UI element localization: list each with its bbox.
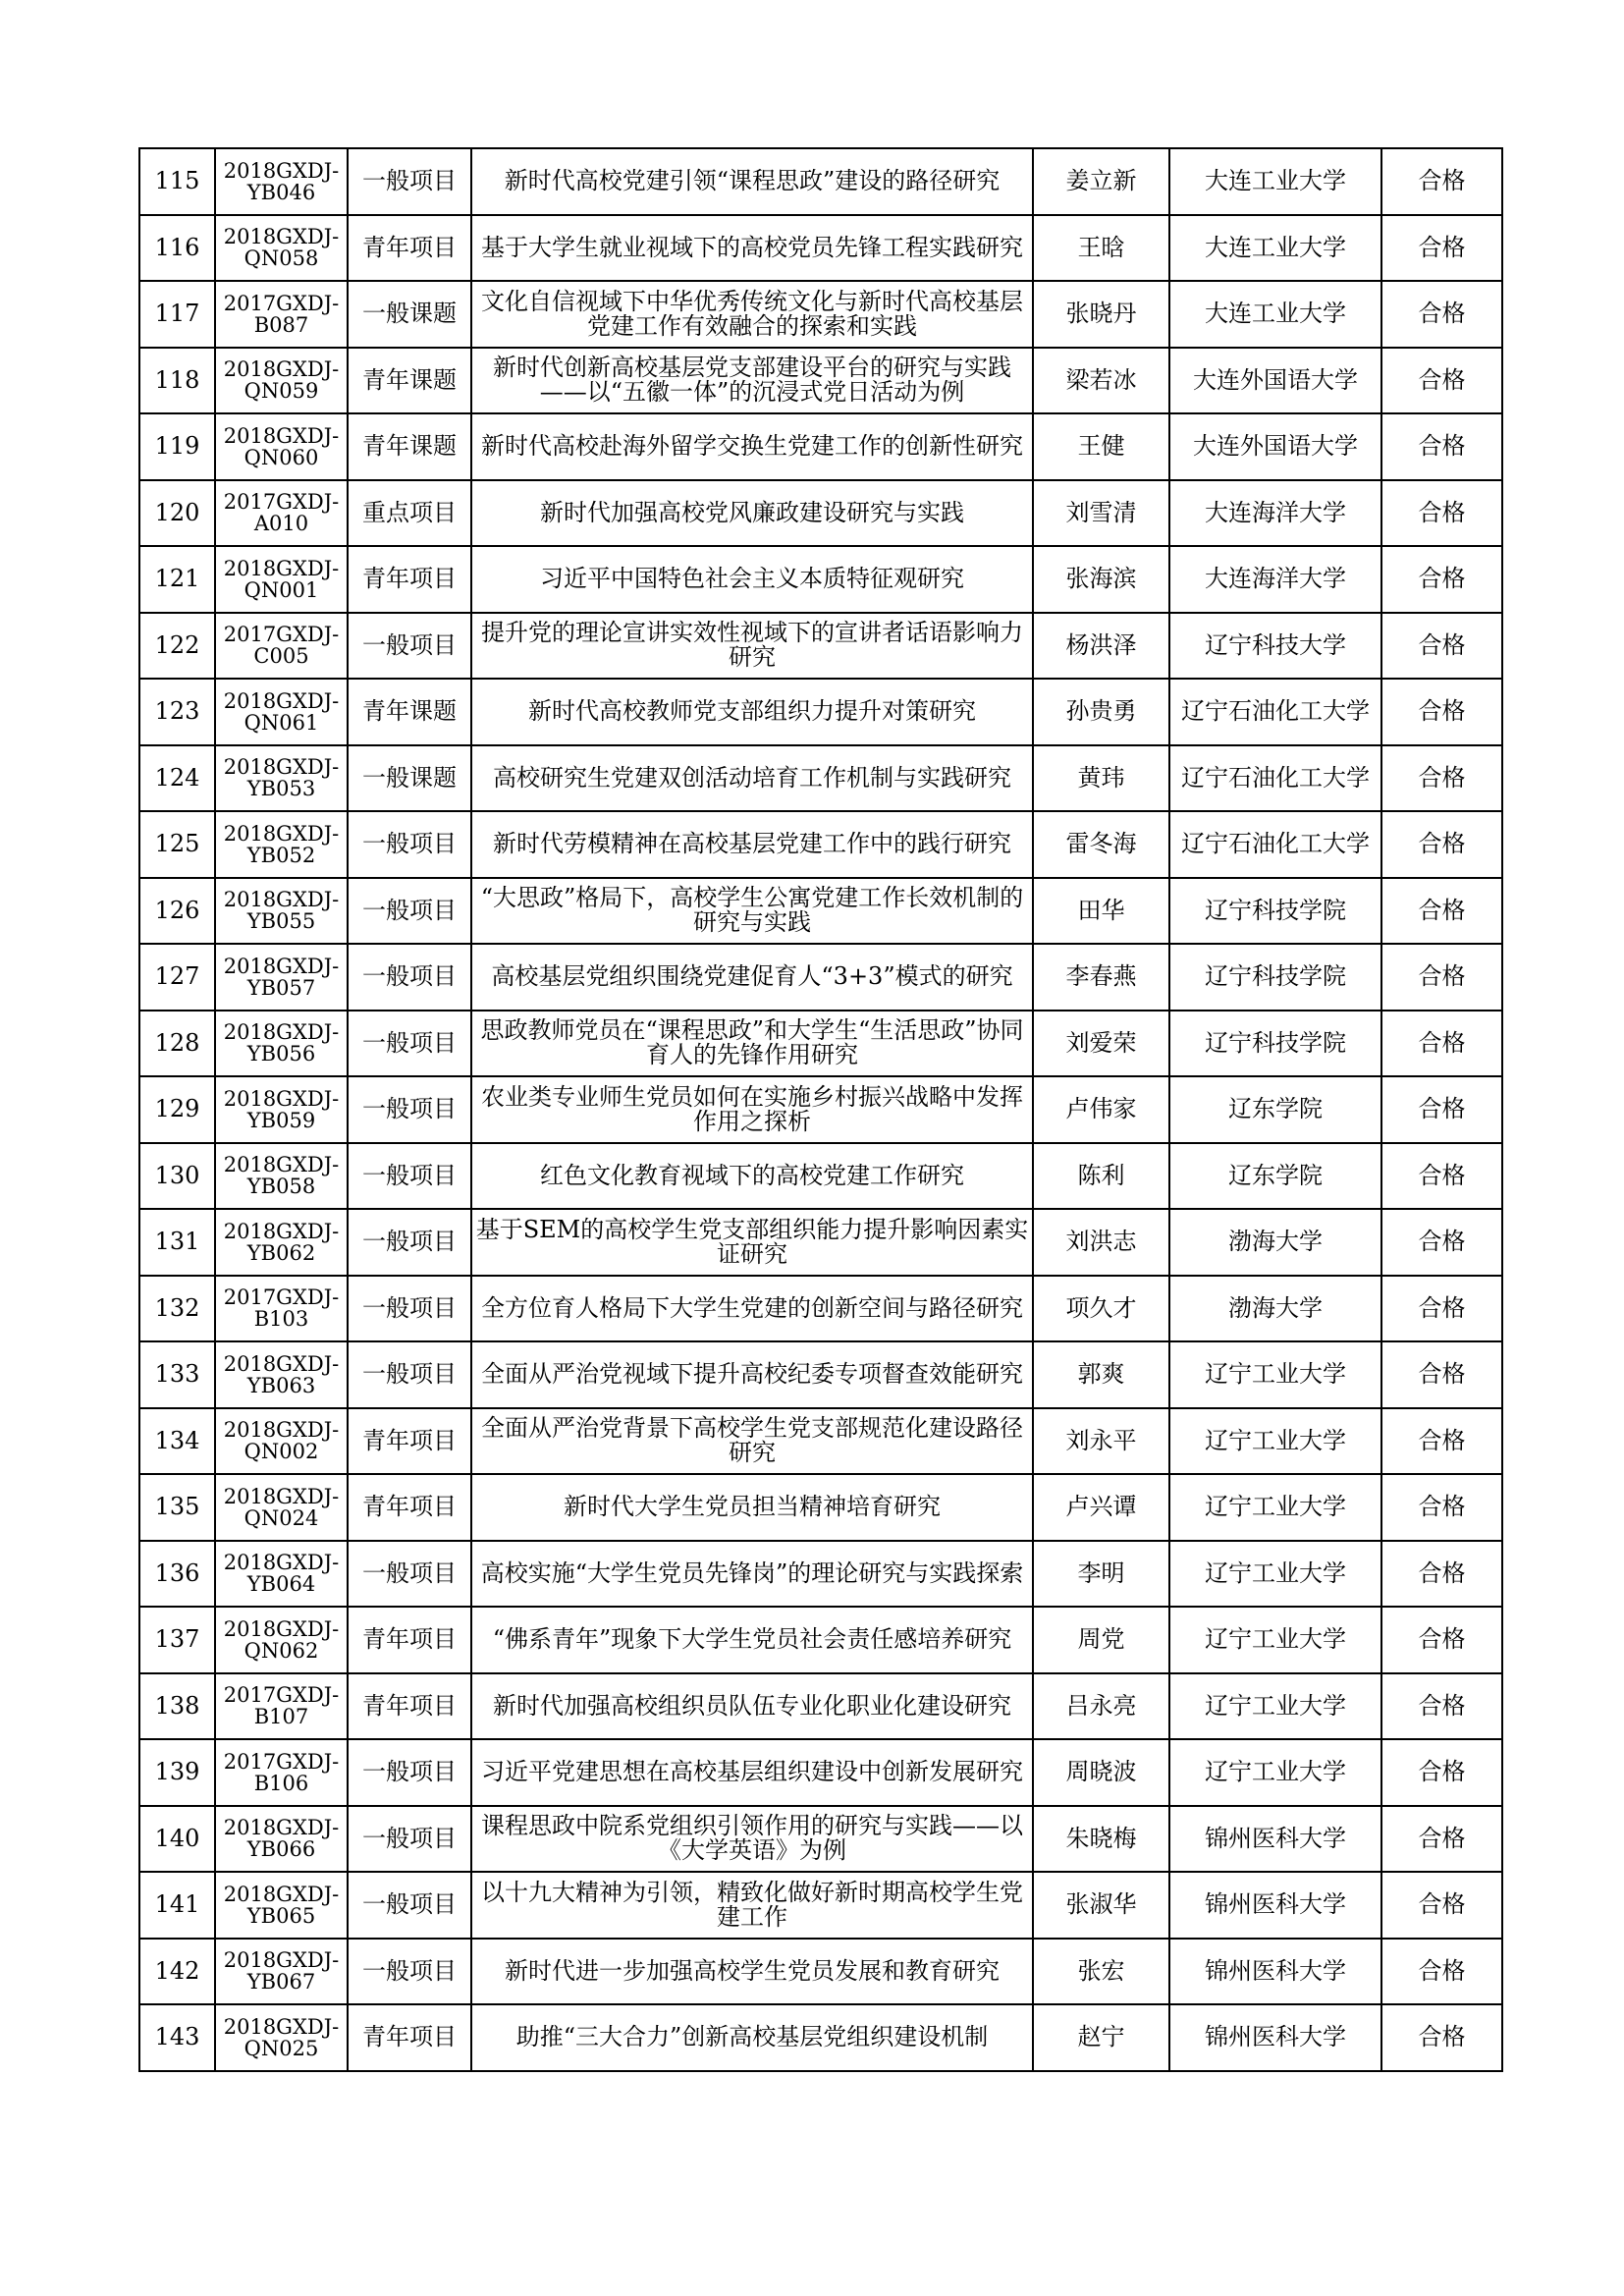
principal-investigator-cell: 刘洪志 [1033, 1209, 1169, 1276]
evaluation-result-cell: 合格 [1381, 1341, 1502, 1408]
evaluation-result-cell: 合格 [1381, 613, 1502, 680]
row-number-cell: 124 [139, 745, 215, 812]
project-code-cell: 2018GXDJ-YB046 [215, 148, 348, 215]
project-code-cell: 2017GXDJ-B103 [215, 1276, 348, 1342]
row-number-cell: 140 [139, 1806, 215, 1873]
project-title-cell: 新时代大学生党员担当精神培育研究 [471, 1474, 1033, 1541]
principal-investigator-cell: 孙贵勇 [1033, 679, 1169, 745]
table-row [139, 1143, 1502, 1210]
institution-cell: 辽宁石油化工大学 [1169, 679, 1381, 745]
evaluation-result-cell: 合格 [1381, 1739, 1502, 1806]
project-code-cell: 2018GXDJ-YB056 [215, 1011, 348, 1077]
project-type-cell: 一般项目 [348, 1076, 471, 1143]
project-title-cell: 全方位育人格局下大学生党建的创新空间与路径研究 [471, 1276, 1033, 1342]
row-number-cell: 121 [139, 546, 215, 613]
project-code-cell: 2018GXDJ-YB059 [215, 1076, 348, 1143]
project-code-cell: 2018GXDJ-QN001 [215, 546, 348, 613]
table-row [139, 148, 1502, 215]
table-row [139, 1739, 1502, 1806]
project-code-cell: 2017GXDJ-A010 [215, 480, 348, 547]
institution-cell: 大连外国语大学 [1169, 348, 1381, 414]
row-number-cell: 143 [139, 2004, 215, 2071]
principal-investigator-cell: 张晓丹 [1033, 281, 1169, 348]
institution-cell: 大连工业大学 [1169, 281, 1381, 348]
project-type-cell: 青年项目 [348, 1607, 471, 1673]
project-type-cell: 一般项目 [348, 1806, 471, 1873]
table-row [139, 679, 1502, 745]
row-number-cell: 129 [139, 1076, 215, 1143]
project-type-cell: 一般项目 [348, 1276, 471, 1342]
project-type-cell: 一般课题 [348, 281, 471, 348]
project-code-cell: 2018GXDJ-QN062 [215, 1607, 348, 1673]
project-type-cell: 一般项目 [348, 1143, 471, 1210]
institution-cell: 辽宁科技大学 [1169, 613, 1381, 680]
institution-cell: 辽宁石油化工大学 [1169, 811, 1381, 878]
evaluation-result-cell: 合格 [1381, 348, 1502, 414]
project-title-cell: 助推“三大合力”创新高校基层党组织建设机制 [471, 2004, 1033, 2071]
project-type-cell: 青年项目 [348, 546, 471, 613]
principal-investigator-cell: 郭爽 [1033, 1341, 1169, 1408]
institution-cell: 辽宁工业大学 [1169, 1541, 1381, 1608]
evaluation-result-cell: 合格 [1381, 944, 1502, 1011]
institution-cell: 大连工业大学 [1169, 215, 1381, 282]
evaluation-result-cell: 合格 [1381, 745, 1502, 812]
institution-cell: 大连外国语大学 [1169, 413, 1381, 480]
project-code-cell: 2018GXDJ-QN002 [215, 1408, 348, 1475]
principal-investigator-cell: 赵宁 [1033, 2004, 1169, 2071]
project-type-cell: 一般项目 [348, 148, 471, 215]
table-row [139, 1209, 1502, 1276]
institution-cell: 辽宁石油化工大学 [1169, 745, 1381, 812]
principal-investigator-cell: 周党 [1033, 1607, 1169, 1673]
project-title-cell: 以十九大精神为引领，精致化做好新时期高校学生党建工作 [471, 1872, 1033, 1939]
project-title-cell: 提升党的理论宣讲实效性视域下的宣讲者话语影响力研究 [471, 613, 1033, 680]
row-number-cell: 131 [139, 1209, 215, 1276]
row-number-cell: 133 [139, 1341, 215, 1408]
project-type-cell: 一般项目 [348, 613, 471, 680]
table-body [139, 148, 1502, 2071]
row-number-cell: 118 [139, 348, 215, 414]
row-number-cell: 142 [139, 1939, 215, 2005]
evaluation-result-cell: 合格 [1381, 1806, 1502, 1873]
project-title-cell: 文化自信视域下中华优秀传统文化与新时代高校基层党建工作有效融合的探索和实践 [471, 281, 1033, 348]
project-title-cell: 新时代高校党建引领“课程思政”建设的路径研究 [471, 148, 1033, 215]
row-number-cell: 128 [139, 1011, 215, 1077]
row-number-cell: 119 [139, 413, 215, 480]
row-number-cell: 116 [139, 215, 215, 282]
table-row [139, 2004, 1502, 2071]
institution-cell: 锦州医科大学 [1169, 1872, 1381, 1939]
project-title-cell: 新时代进一步加强高校学生党员发展和教育研究 [471, 1939, 1033, 2005]
institution-cell: 辽宁科技学院 [1169, 1011, 1381, 1077]
table-row [139, 811, 1502, 878]
project-type-cell: 重点项目 [348, 480, 471, 547]
project-title-cell: “大思政”格局下，高校学生公寓党建工作长效机制的研究与实践 [471, 878, 1033, 945]
row-number-cell: 122 [139, 613, 215, 680]
project-title-cell: 习近平党建思想在高校基层组织建设中创新发展研究 [471, 1739, 1033, 1806]
principal-investigator-cell: 刘爱荣 [1033, 1011, 1169, 1077]
principal-investigator-cell: 项久才 [1033, 1276, 1169, 1342]
project-code-cell: 2018GXDJ-YB057 [215, 944, 348, 1011]
row-number-cell: 126 [139, 878, 215, 945]
row-number-cell: 127 [139, 944, 215, 1011]
table-row [139, 1474, 1502, 1541]
evaluation-result-cell: 合格 [1381, 1607, 1502, 1673]
project-type-cell: 一般项目 [348, 1541, 471, 1608]
project-title-cell: 高校实施“大学生党员先锋岗”的理论研究与实践探索 [471, 1541, 1033, 1608]
principal-investigator-cell: 卢兴谭 [1033, 1474, 1169, 1541]
project-results-table [138, 147, 1503, 2072]
institution-cell: 锦州医科大学 [1169, 1806, 1381, 1873]
project-code-cell: 2018GXDJ-QN058 [215, 215, 348, 282]
evaluation-result-cell: 合格 [1381, 1673, 1502, 1740]
table-row [139, 1541, 1502, 1608]
row-number-cell: 138 [139, 1673, 215, 1740]
row-number-cell: 117 [139, 281, 215, 348]
row-number-cell: 120 [139, 480, 215, 547]
principal-investigator-cell: 李明 [1033, 1541, 1169, 1608]
table-row [139, 1939, 1502, 2005]
evaluation-result-cell: 合格 [1381, 281, 1502, 348]
project-title-cell: 新时代创新高校基层党支部建设平台的研究与实践——以“五徽一体”的沉浸式党日活动为例 [471, 348, 1033, 414]
project-code-cell: 2018GXDJ-YB062 [215, 1209, 348, 1276]
row-number-cell: 132 [139, 1276, 215, 1342]
project-code-cell: 2018GXDJ-YB066 [215, 1806, 348, 1873]
project-title-cell: 农业类专业师生党员如何在实施乡村振兴战略中发挥作用之探析 [471, 1076, 1033, 1143]
project-type-cell: 一般项目 [348, 811, 471, 878]
institution-cell: 锦州医科大学 [1169, 2004, 1381, 2071]
project-type-cell: 青年项目 [348, 1408, 471, 1475]
principal-investigator-cell: 黄玮 [1033, 745, 1169, 812]
evaluation-result-cell: 合格 [1381, 1076, 1502, 1143]
table-row [139, 1806, 1502, 1873]
table-row [139, 1872, 1502, 1939]
institution-cell: 辽宁工业大学 [1169, 1474, 1381, 1541]
principal-investigator-cell: 王健 [1033, 413, 1169, 480]
project-code-cell: 2018GXDJ-QN059 [215, 348, 348, 414]
project-type-cell: 一般项目 [348, 1739, 471, 1806]
evaluation-result-cell: 合格 [1381, 215, 1502, 282]
project-type-cell: 一般课题 [348, 745, 471, 812]
project-type-cell: 青年项目 [348, 2004, 471, 2071]
principal-investigator-cell: 李春燕 [1033, 944, 1169, 1011]
institution-cell: 辽东学院 [1169, 1076, 1381, 1143]
project-title-cell: 基于SEM的高校学生党支部组织能力提升影响因素实证研究 [471, 1209, 1033, 1276]
principal-investigator-cell: 周晓波 [1033, 1739, 1169, 1806]
project-type-cell: 青年课题 [348, 348, 471, 414]
evaluation-result-cell: 合格 [1381, 413, 1502, 480]
table-row [139, 1276, 1502, 1342]
principal-investigator-cell: 卢伟家 [1033, 1076, 1169, 1143]
project-code-cell: 2018GXDJ-YB052 [215, 811, 348, 878]
principal-investigator-cell: 王晗 [1033, 215, 1169, 282]
table-row [139, 613, 1502, 680]
evaluation-result-cell: 合格 [1381, 1474, 1502, 1541]
project-type-cell: 一般项目 [348, 944, 471, 1011]
evaluation-result-cell: 合格 [1381, 679, 1502, 745]
project-title-cell: 新时代高校教师党支部组织力提升对策研究 [471, 679, 1033, 745]
table-row [139, 1011, 1502, 1077]
principal-investigator-cell: 姜立新 [1033, 148, 1169, 215]
principal-investigator-cell: 张淑华 [1033, 1872, 1169, 1939]
project-title-cell: 新时代高校赴海外留学交换生党建工作的创新性研究 [471, 413, 1033, 480]
row-number-cell: 123 [139, 679, 215, 745]
project-code-cell: 2018GXDJ-YB063 [215, 1341, 348, 1408]
evaluation-result-cell: 合格 [1381, 148, 1502, 215]
project-code-cell: 2018GXDJ-QN024 [215, 1474, 348, 1541]
project-code-cell: 2017GXDJ-B087 [215, 281, 348, 348]
project-code-cell: 2018GXDJ-YB053 [215, 745, 348, 812]
project-type-cell: 一般项目 [348, 1872, 471, 1939]
institution-cell: 辽宁工业大学 [1169, 1607, 1381, 1673]
table-row [139, 745, 1502, 812]
evaluation-result-cell: 合格 [1381, 1143, 1502, 1210]
project-title-cell: 基于大学生就业视域下的高校党员先锋工程实践研究 [471, 215, 1033, 282]
table-row [139, 878, 1502, 945]
project-code-cell: 2018GXDJ-YB067 [215, 1939, 348, 2005]
project-title-cell: 红色文化教育视域下的高校党建工作研究 [471, 1143, 1033, 1210]
project-type-cell: 一般项目 [348, 878, 471, 945]
evaluation-result-cell: 合格 [1381, 811, 1502, 878]
project-code-cell: 2018GXDJ-YB055 [215, 878, 348, 945]
row-number-cell: 136 [139, 1541, 215, 1608]
row-number-cell: 134 [139, 1408, 215, 1475]
project-code-cell: 2018GXDJ-YB058 [215, 1143, 348, 1210]
principal-investigator-cell: 田华 [1033, 878, 1169, 945]
project-title-cell: 高校研究生党建双创活动培育工作机制与实践研究 [471, 745, 1033, 812]
evaluation-result-cell: 合格 [1381, 2004, 1502, 2071]
institution-cell: 锦州医科大学 [1169, 1939, 1381, 2005]
project-type-cell: 青年课题 [348, 413, 471, 480]
row-number-cell: 130 [139, 1143, 215, 1210]
project-code-cell: 2017GXDJ-B107 [215, 1673, 348, 1740]
evaluation-result-cell: 合格 [1381, 1939, 1502, 2005]
project-code-cell: 2018GXDJ-YB064 [215, 1541, 348, 1608]
project-title-cell: “佛系青年”现象下大学生党员社会责任感培养研究 [471, 1607, 1033, 1673]
table-row [139, 480, 1502, 547]
project-type-cell: 青年项目 [348, 215, 471, 282]
row-number-cell: 139 [139, 1739, 215, 1806]
project-type-cell: 青年课题 [348, 679, 471, 745]
principal-investigator-cell: 陈利 [1033, 1143, 1169, 1210]
project-title-cell: 思政教师党员在“课程思政”和大学生“生活思政”协同育人的先锋作用研究 [471, 1011, 1033, 1077]
table-row [139, 215, 1502, 282]
project-title-cell: 全面从严治党视域下提升高校纪委专项督查效能研究 [471, 1341, 1033, 1408]
project-type-cell: 一般项目 [348, 1939, 471, 2005]
evaluation-result-cell: 合格 [1381, 1408, 1502, 1475]
project-title-cell: 高校基层党组织围绕党建促育人“3+3”模式的研究 [471, 944, 1033, 1011]
institution-cell: 辽宁科技学院 [1169, 944, 1381, 1011]
table-row [139, 1408, 1502, 1475]
evaluation-result-cell: 合格 [1381, 1011, 1502, 1077]
table-row [139, 1673, 1502, 1740]
project-code-cell: 2017GXDJ-B106 [215, 1739, 348, 1806]
institution-cell: 辽宁工业大学 [1169, 1673, 1381, 1740]
principal-investigator-cell: 张宏 [1033, 1939, 1169, 2005]
institution-cell: 渤海大学 [1169, 1209, 1381, 1276]
evaluation-result-cell: 合格 [1381, 480, 1502, 547]
project-title-cell: 新时代加强高校党风廉政建设研究与实践 [471, 480, 1033, 547]
institution-cell: 大连海洋大学 [1169, 480, 1381, 547]
institution-cell: 大连海洋大学 [1169, 546, 1381, 613]
evaluation-result-cell: 合格 [1381, 1541, 1502, 1608]
evaluation-result-cell: 合格 [1381, 1872, 1502, 1939]
evaluation-result-cell: 合格 [1381, 546, 1502, 613]
institution-cell: 辽宁科技学院 [1169, 878, 1381, 945]
principal-investigator-cell: 刘永平 [1033, 1408, 1169, 1475]
project-title-cell: 习近平中国特色社会主义本质特征观研究 [471, 546, 1033, 613]
evaluation-result-cell: 合格 [1381, 1209, 1502, 1276]
row-number-cell: 135 [139, 1474, 215, 1541]
project-code-cell: 2018GXDJ-QN060 [215, 413, 348, 480]
principal-investigator-cell: 梁若冰 [1033, 348, 1169, 414]
project-code-cell: 2017GXDJ-C005 [215, 613, 348, 680]
institution-cell: 渤海大学 [1169, 1276, 1381, 1342]
table-row [139, 1076, 1502, 1143]
project-type-cell: 一般项目 [348, 1011, 471, 1077]
project-code-cell: 2018GXDJ-YB065 [215, 1872, 348, 1939]
project-title-cell: 新时代加强高校组织员队伍专业化职业化建设研究 [471, 1673, 1033, 1740]
principal-investigator-cell: 朱晓梅 [1033, 1806, 1169, 1873]
project-title-cell: 课程思政中院系党组织引领作用的研究与实践——以《大学英语》为例 [471, 1806, 1033, 1873]
table-row [139, 1607, 1502, 1673]
institution-cell: 辽宁工业大学 [1169, 1408, 1381, 1475]
table-row [139, 348, 1502, 414]
table-row [139, 1341, 1502, 1408]
project-type-cell: 青年项目 [348, 1474, 471, 1541]
table-row [139, 413, 1502, 480]
table-row [139, 944, 1502, 1011]
project-code-cell: 2018GXDJ-QN025 [215, 2004, 348, 2071]
institution-cell: 辽宁工业大学 [1169, 1341, 1381, 1408]
project-title-cell: 全面从严治党背景下高校学生党支部规范化建设路径研究 [471, 1408, 1033, 1475]
principal-investigator-cell: 杨洪泽 [1033, 613, 1169, 680]
principal-investigator-cell: 雷冬海 [1033, 811, 1169, 878]
project-code-cell: 2018GXDJ-QN061 [215, 679, 348, 745]
row-number-cell: 137 [139, 1607, 215, 1673]
project-title-cell: 新时代劳模精神在高校基层党建工作中的践行研究 [471, 811, 1033, 878]
project-type-cell: 一般项目 [348, 1341, 471, 1408]
row-number-cell: 125 [139, 811, 215, 878]
institution-cell: 辽东学院 [1169, 1143, 1381, 1210]
institution-cell: 大连工业大学 [1169, 148, 1381, 215]
evaluation-result-cell: 合格 [1381, 1276, 1502, 1342]
row-number-cell: 141 [139, 1872, 215, 1939]
institution-cell: 辽宁工业大学 [1169, 1739, 1381, 1806]
row-number-cell: 115 [139, 148, 215, 215]
principal-investigator-cell: 吕永亮 [1033, 1673, 1169, 1740]
principal-investigator-cell: 刘雪清 [1033, 480, 1169, 547]
table-row [139, 546, 1502, 613]
project-type-cell: 青年项目 [348, 1673, 471, 1740]
project-type-cell: 一般项目 [348, 1209, 471, 1276]
table-row [139, 281, 1502, 348]
principal-investigator-cell: 张海滨 [1033, 546, 1169, 613]
evaluation-result-cell: 合格 [1381, 878, 1502, 945]
